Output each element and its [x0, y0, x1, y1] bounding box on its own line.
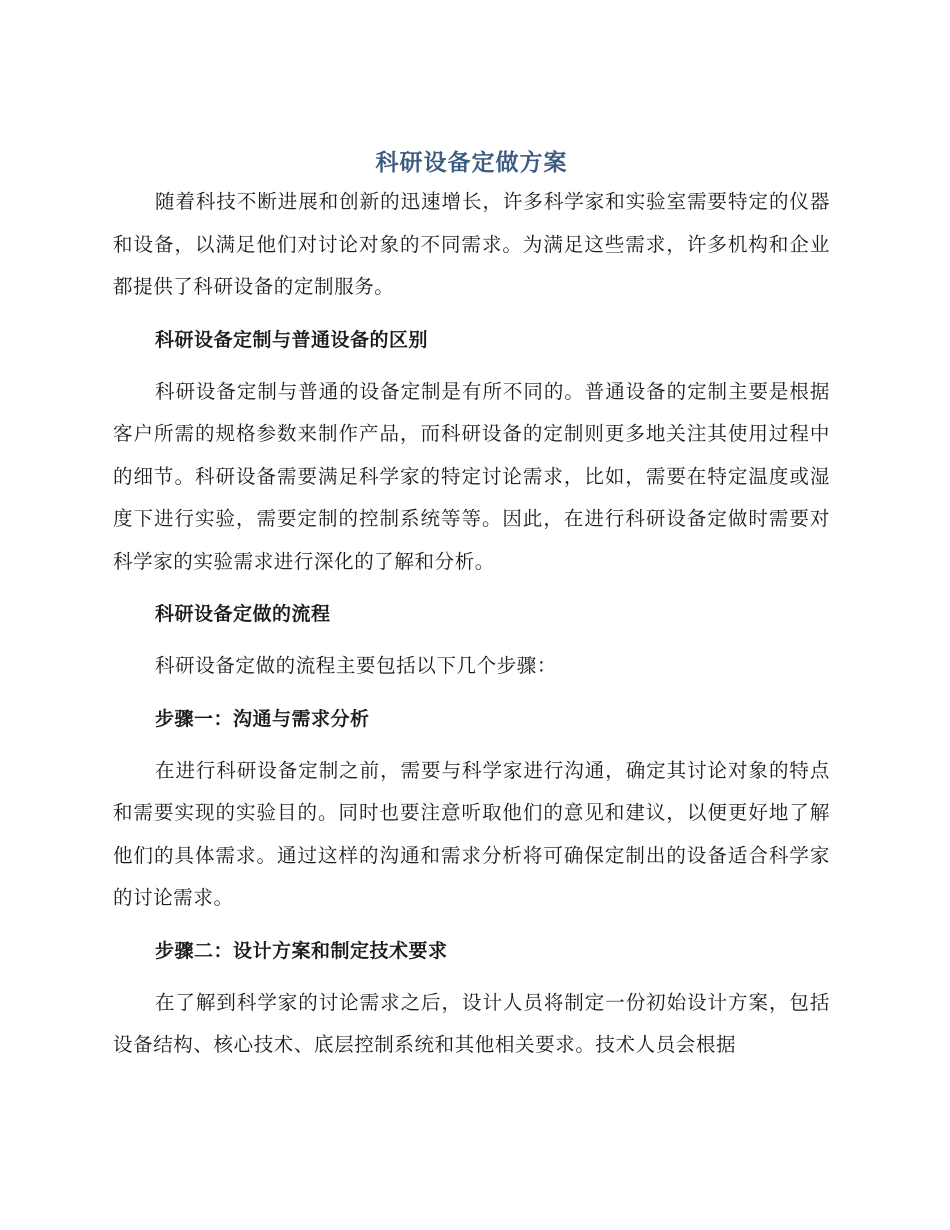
section-body-difference: 科研设备定制与普通的设备定制是有所不同的。普通设备的定制主要是根据客户所需的规格参数来制作产品，而科研设备的定制则更多地关注其使用过程中的细节。科研设备需要满足科学家的特定讨论需求，比如，需要在特定温度或湿度下进行实验，需要定制的控制系统等等。因此，在进行科研设备定做时需要对科学家的实验需求进行深化的了解和分析。 — [113, 379, 830, 573]
document-title: 科研设备定做方案 — [375, 150, 568, 176]
section-heading-process: 科研设备定做的流程 — [155, 603, 331, 625]
section-body-step-two: 在了解到科学家的讨论需求之后，设计人员将制定一份初始设计方案，包括设备结构、核心技术、底层控制系统和其他相关要求。技术人员会根据 — [113, 990, 830, 1056]
section-heading-step-two: 步骤二：设计方案和制定技术要求 — [155, 939, 448, 962]
intro-paragraph: 随着科技不断进展和创新的迅速增长，许多科学家和实验室需要特定的仪器和设备，以满足他们对讨论对象的不同需求。为满足这些需求，许多机构和企业都提供了科研设备的定制服务。 — [113, 190, 830, 298]
section-heading-difference: 科研设备定制与普通设备的区别 — [155, 328, 429, 351]
section-heading-step-one: 步骤一：沟通与需求分析 — [155, 707, 370, 730]
section-body-step-one: 在进行科研设备定制之前，需要与科学家进行沟通，确定其讨论对象的特点和需要实现的实验目的。同时也要注意听取他们的意见和建议，以便更好地了解他们的具体需求。通过这样的沟通和需求分析将可确保定制出的设备适合科学家的讨论需求。 — [113, 758, 830, 909]
document-page — [113, 145, 830, 1067]
section-body-process: 科研设备定做的流程主要包括以下几个步骤： — [155, 654, 558, 677]
